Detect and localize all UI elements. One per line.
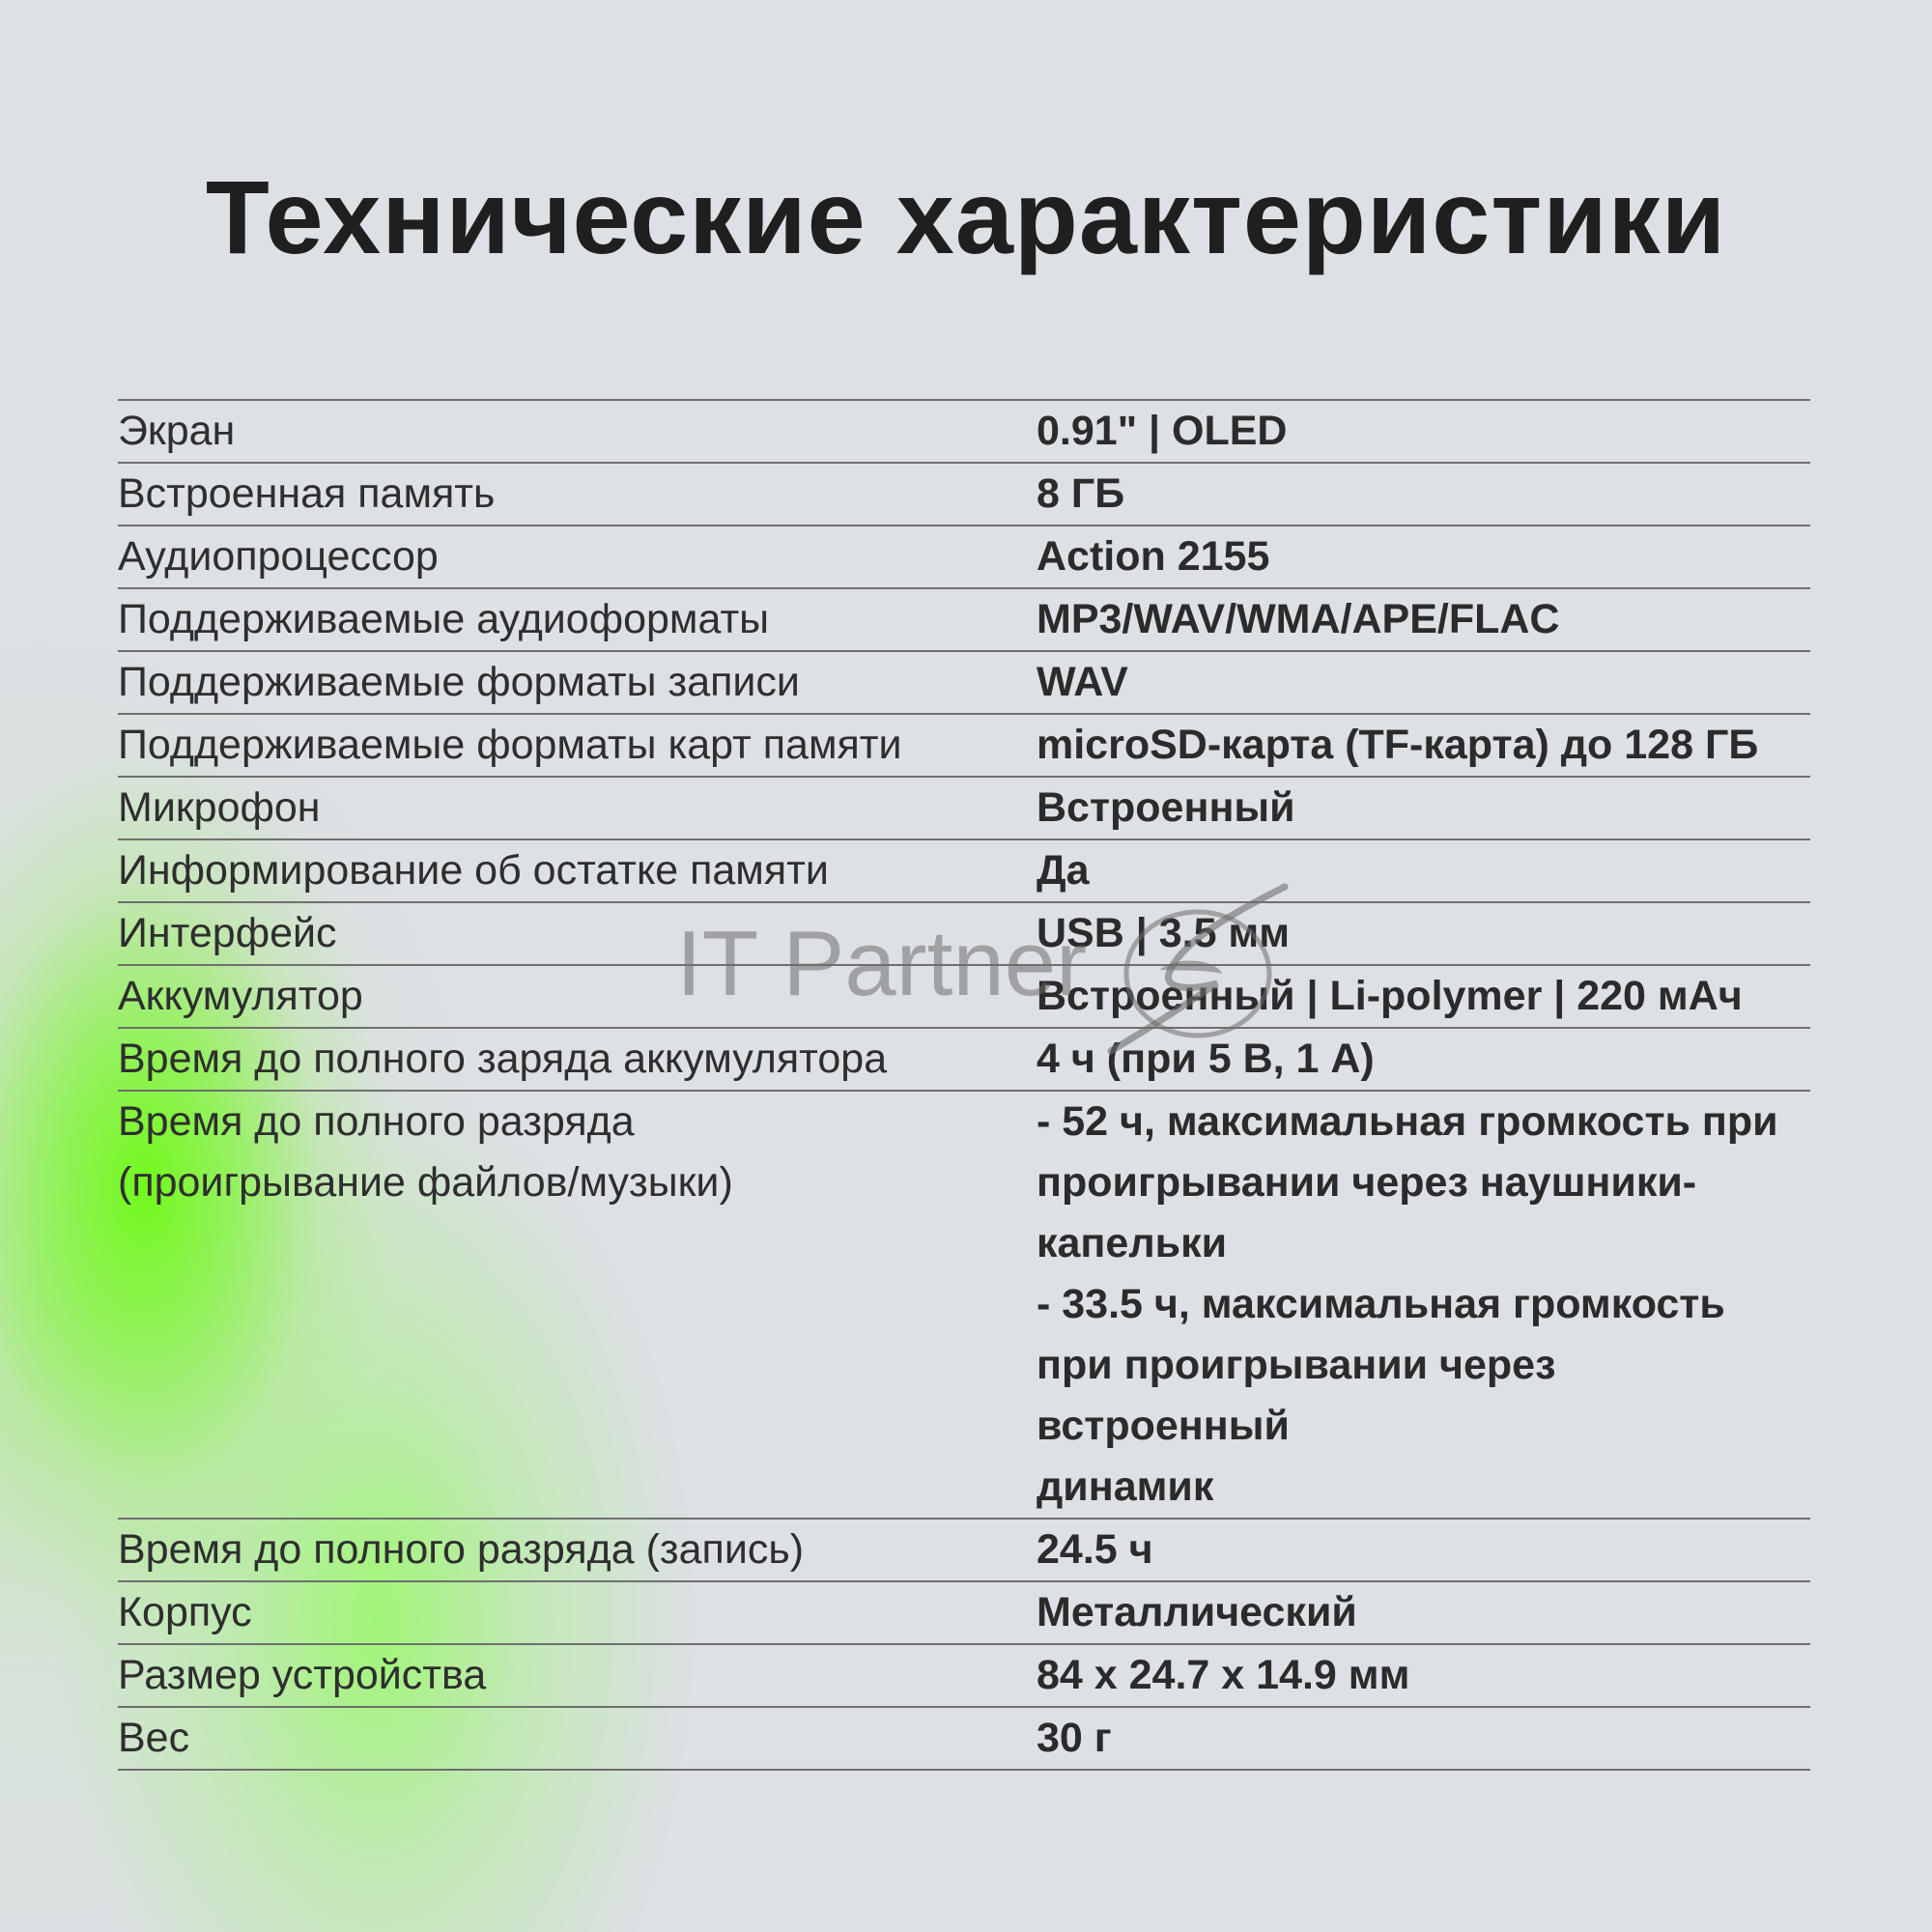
spec-row (118, 838, 1810, 901)
spec-value (1037, 1092, 1810, 1518)
spec-value (1037, 778, 1810, 838)
watermark (676, 906, 1275, 1041)
spec-row (118, 1580, 1810, 1643)
spec-row (118, 650, 1810, 713)
spec-label: Время до полного заряда аккумулятора (118, 1036, 888, 1082)
spec-value (1037, 1645, 1810, 1706)
spec-value-line: USB | 3.5 мм (1037, 910, 1291, 956)
spec-value-line: MP3/WAV/WMA/APE/FLAC (1037, 596, 1560, 642)
spec-value-line: проигрывании через наушники- (1037, 1159, 1697, 1206)
spec-value-line: WAV (1037, 659, 1128, 705)
spec-value (1037, 589, 1810, 650)
spec-value-line: Металлический (1037, 1589, 1357, 1635)
spec-value-line: 84 x 24.7 x 14.9 мм (1037, 1652, 1410, 1698)
spec-row (118, 587, 1810, 650)
spec-row (118, 1518, 1810, 1580)
spec-table (118, 399, 1810, 1771)
spec-row (118, 1643, 1810, 1706)
spec-value-line: 0.91" | OLED (1037, 408, 1288, 454)
spec-value-line: 8 ГБ (1037, 470, 1125, 517)
spec-label-line: Время до полного разряда (118, 1098, 635, 1145)
spec-label: Поддерживаемые форматы карт памяти (118, 722, 902, 768)
spec-value-line: 4 ч (при 5 В, 1 А) (1037, 1036, 1375, 1082)
spec-value (1037, 1708, 1810, 1769)
spec-value-line: - 33.5 ч, максимальная громкость (1037, 1281, 1725, 1327)
spec-row (118, 399, 1810, 462)
spec-label: Аккумулятор (118, 973, 363, 1019)
spec-value (1037, 1582, 1810, 1643)
spec-label: Вес (118, 1715, 190, 1761)
it-partner-logo-icon (1101, 877, 1294, 1061)
spec-label: Время до полного разряда (запись) (118, 1526, 805, 1573)
spec-row (118, 1706, 1810, 1771)
spec-value (1037, 652, 1810, 713)
spec-value-line: Встроенный (1037, 784, 1295, 831)
spec-label: Размер устройства (118, 1652, 487, 1698)
spec-value-line: - 52 ч, максимальная громкость при (1037, 1098, 1778, 1145)
spec-label: Корпус (118, 1589, 252, 1635)
spec-label: Интерфейс (118, 910, 337, 956)
spec-value (1037, 526, 1810, 587)
spec-value (1037, 464, 1810, 525)
spec-label (118, 1092, 1037, 1518)
spec-row (118, 713, 1810, 776)
spec-label: Встроенная память (118, 470, 496, 517)
spec-label: Поддерживаемые форматы записи (118, 659, 800, 705)
spec-value (1037, 401, 1810, 462)
spec-label: Экран (118, 408, 236, 454)
page-title: Технические характеристики (205, 158, 1727, 275)
spec-row (118, 525, 1810, 587)
spec-label: Микрофон (118, 784, 321, 831)
spec-label: Аудиопроцессор (118, 533, 439, 580)
spec-value (1037, 715, 1810, 776)
spec-row (118, 1090, 1810, 1518)
spec-value-line: 30 г (1037, 1715, 1112, 1761)
spec-label: Поддерживаемые аудиоформаты (118, 596, 770, 642)
watermark-text: IT Partner (676, 912, 1088, 1015)
spec-row (118, 462, 1810, 525)
spec-value-line: капельки (1037, 1220, 1228, 1266)
spec-value-line: Да (1037, 847, 1090, 894)
spec-label: Информирование об остатке памяти (118, 847, 829, 894)
spec-value-line: Action 2155 (1037, 533, 1270, 580)
spec-row (118, 776, 1810, 838)
spec-label-line: (проигрывание файлов/музыки) (118, 1159, 733, 1206)
spec-value-line: Встроенный | Li-polymer | 220 мАч (1037, 973, 1743, 1019)
spec-value-line: microSD-карта (TF-карта) до 128 ГБ (1037, 722, 1759, 768)
spec-value (1037, 1520, 1810, 1580)
spec-value-line: динамик (1037, 1463, 1214, 1510)
spec-value-line: 24.5 ч (1037, 1526, 1153, 1573)
spec-value-line: при проигрывании через встроенный (1037, 1342, 1556, 1449)
